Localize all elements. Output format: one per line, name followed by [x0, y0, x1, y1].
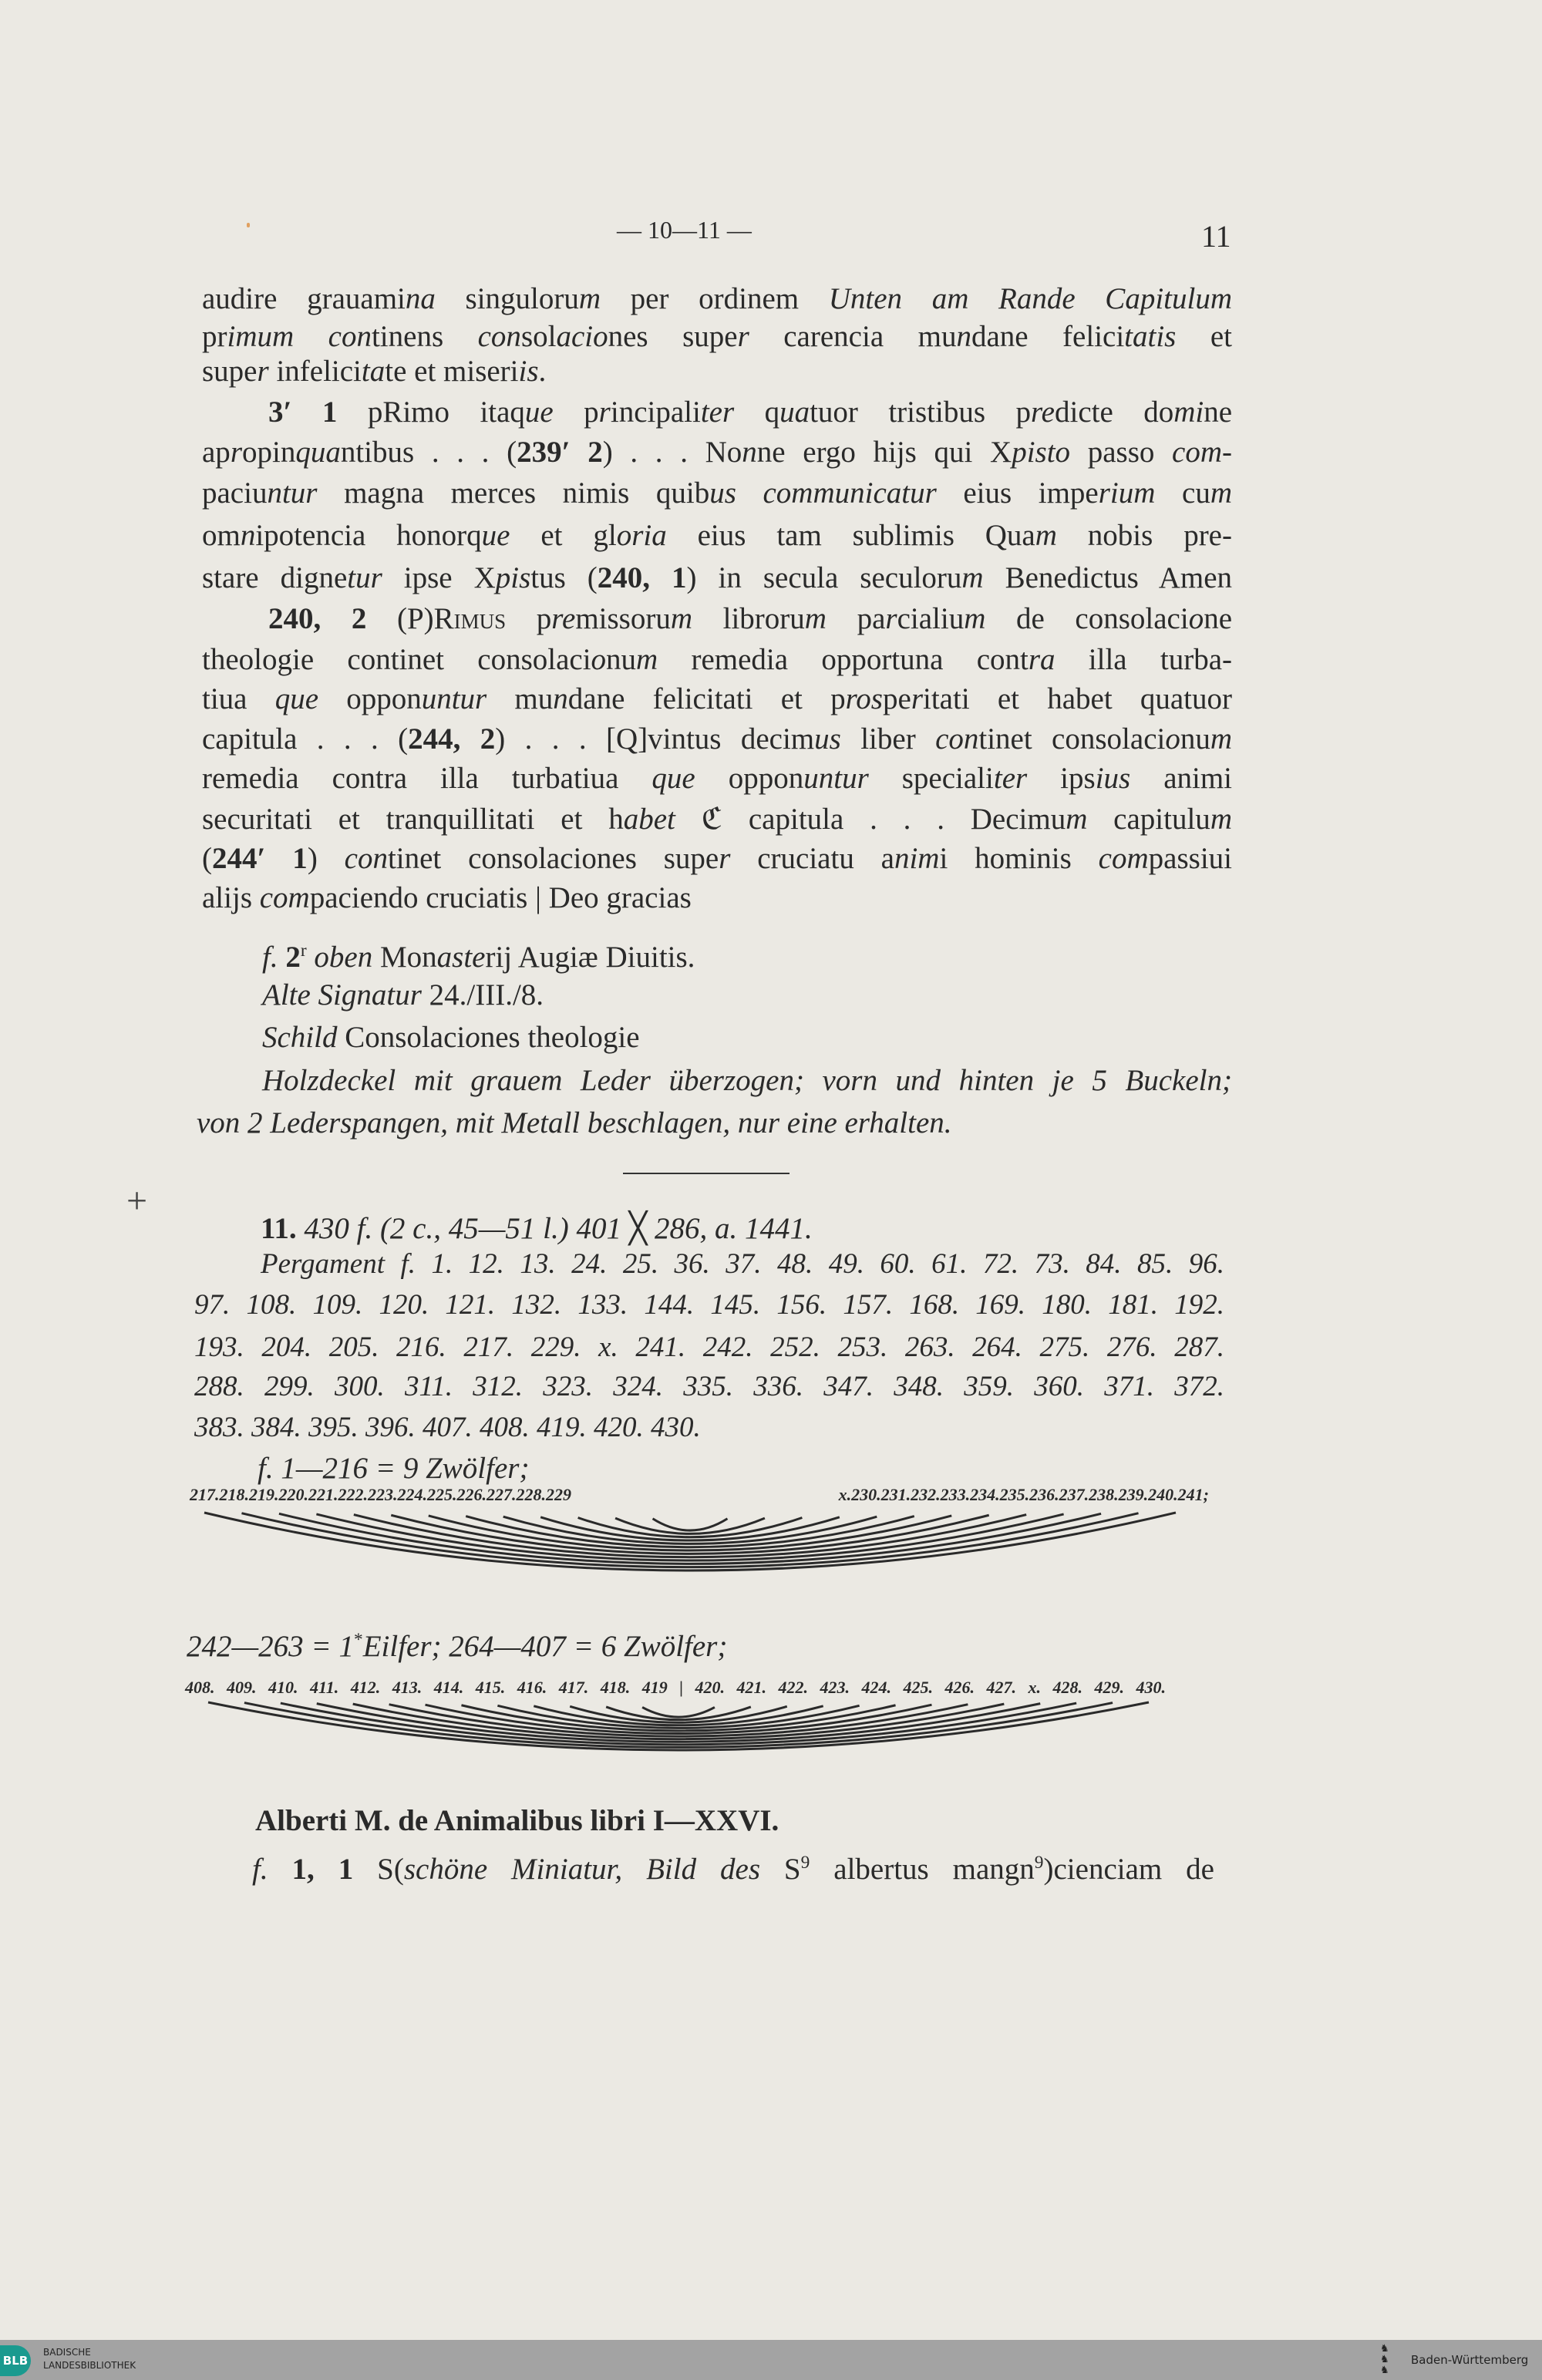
text-segment: sol	[520, 320, 557, 353]
text-segment: magna merces nimis quib	[317, 476, 710, 510]
text-segment: 239′ 2	[517, 436, 603, 469]
text-segment: cu	[1155, 476, 1210, 510]
text-line	[202, 473, 1232, 513]
text-segment: Alberti M. de Animalibus libri I—XXVI.	[255, 1804, 779, 1837]
text-segment: tinet consolaciones supe	[387, 842, 719, 875]
text-segment: n	[553, 682, 568, 715]
text-segment: con	[477, 320, 521, 353]
text-segment: oben	[306, 941, 373, 974]
text-segment: ne	[1204, 602, 1232, 635]
text-segment: r	[737, 320, 749, 353]
text-segment: r	[598, 396, 611, 429]
text-segment: m	[964, 602, 986, 635]
text-segment: dane felici	[971, 320, 1125, 353]
text-segment: per ordinem	[601, 282, 829, 315]
text-segment: eius tam sublimis Qua	[666, 519, 1035, 552]
text-segment: et	[1176, 320, 1232, 353]
text-segment: schöne Miniatur, Bild des	[403, 1853, 760, 1886]
text-segment: 430 f. (2 c., 45—51 l.) 401 ╳ 286, a. 1441.	[296, 1212, 813, 1245]
text-segment: passo	[1070, 436, 1173, 469]
text-line	[261, 1209, 1232, 1249]
text-segment: ipotencia honorq	[255, 519, 482, 552]
state-lions-icon: ♞ ♞ ♞	[1380, 2342, 1389, 2375]
text-segment: com	[1098, 842, 1149, 875]
text-segment: ius	[1095, 762, 1131, 795]
text-segment: ue	[481, 519, 510, 552]
text-segment: itati et habet quatuor	[923, 682, 1232, 715]
text-segment: que	[651, 762, 695, 795]
text-segment: cialiu	[897, 602, 965, 635]
text-line	[194, 1367, 1224, 1407]
text-segment: theologie continet consolaci	[202, 643, 591, 676]
text-segment: infelici	[268, 355, 362, 388]
text-line	[202, 558, 1232, 598]
text-segment: i hominis	[939, 842, 1099, 875]
text-segment: 240, 2	[268, 602, 367, 635]
text-segment: qua	[295, 436, 341, 469]
text-line	[262, 1061, 1232, 1101]
text-segment: nobis pre-	[1056, 519, 1232, 552]
text-segment: tuor tristibus p	[810, 396, 1031, 429]
text-segment: aste	[436, 941, 486, 974]
text-segment: te et miseri	[385, 355, 519, 388]
ink-speck	[247, 223, 250, 227]
text-segment: m	[636, 643, 658, 676]
text-segment: mu	[487, 682, 554, 715]
text-segment: nes theologie	[480, 1021, 640, 1054]
text-segment: capitulu	[1087, 803, 1210, 836]
text-segment: tinet consolaci	[978, 722, 1166, 756]
text-segment: Mon	[372, 941, 437, 974]
text-segment: liber	[840, 722, 936, 756]
library-name-line-2: LANDESBIBLIOTHEK	[43, 2360, 136, 2371]
text-segment: carencia mu	[749, 320, 957, 353]
text-segment: p	[506, 602, 552, 635]
text-segment: r	[719, 842, 731, 875]
text-segment: ter	[993, 762, 1028, 795]
text-segment: oria	[616, 519, 667, 552]
text-segment: ) . . . No	[602, 436, 742, 469]
text-segment: que	[274, 682, 318, 715]
text-line	[202, 352, 1232, 392]
text-segment: 240, 1	[597, 561, 687, 594]
text-segment: albertus mangn	[810, 1853, 1035, 1886]
text-segment: imum con	[227, 320, 372, 353]
text-segment: 24./III./8.	[421, 978, 544, 1012]
text-segment: von 2 Lederspangen, mit Metall beschlagen, nur eine erhalten.	[197, 1106, 952, 1140]
text-segment: pisto	[1012, 436, 1071, 469]
text-segment: remedia contra illa turbatiua	[202, 762, 652, 795]
text-segment: us	[814, 722, 841, 756]
text-line	[261, 1244, 1224, 1284]
text-line	[202, 759, 1232, 799]
text-segment: r	[230, 436, 242, 469]
text-segment: pe	[883, 682, 911, 715]
text-line	[202, 719, 1232, 759]
text-segment: ra	[1028, 643, 1055, 676]
text-line	[262, 938, 1232, 978]
text-segment: 217.218.219.220.221.222.223.224.225.226.227.228.229 x.230.231.232.233.234.235.236.237.238.239.240.241;	[190, 1485, 1209, 1504]
state-name[interactable]: Baden-Württemberg	[1411, 2353, 1529, 2367]
text-segment: Benedictus Amen	[983, 561, 1233, 594]
text-segment: m	[1210, 476, 1232, 510]
text-line	[202, 433, 1232, 473]
text-segment: ter	[700, 396, 735, 429]
text-line	[268, 599, 1232, 639]
text-segment: *	[354, 1630, 363, 1650]
text-segment: abet	[623, 803, 675, 836]
text-segment: ua	[779, 396, 810, 429]
text-line	[197, 1103, 1199, 1143]
page-number: 11	[1201, 219, 1231, 254]
text-segment: con	[344, 842, 388, 875]
text-segment: o	[1165, 722, 1180, 756]
text-segment: (	[202, 842, 212, 875]
text-segment: 97. 108. 109. 120. 121. 132. 133. 144. 145. 156. 157. 168. 169. 180. 181. 192.	[194, 1289, 1224, 1321]
text-segment: m	[670, 602, 693, 635]
text-segment: animi	[1130, 762, 1233, 795]
text-segment: nim	[894, 842, 940, 875]
text-line	[202, 640, 1232, 680]
text-segment: 9	[1034, 1853, 1044, 1873]
text-segment: nes supe	[608, 320, 738, 353]
text-segment: m	[1035, 519, 1057, 552]
text-segment: ros	[845, 682, 883, 715]
text-segment: o	[591, 643, 607, 676]
text-segment: stare digne	[202, 561, 348, 594]
text-segment: om	[202, 519, 241, 552]
text-segment: dicte do	[1055, 396, 1174, 429]
text-segment: libroru	[692, 602, 805, 635]
text-line	[202, 800, 1232, 840]
text-segment: Unten am Rande Capitulum	[828, 282, 1232, 315]
library-name-line-1: BADISCHE	[43, 2347, 91, 2358]
text-segment: ne	[1204, 396, 1233, 429]
text-line	[202, 878, 1232, 918]
text-line	[194, 1285, 1224, 1325]
text-segment: dane felicitati et p	[567, 682, 846, 715]
blb-logo[interactable]: BLB	[0, 2345, 31, 2376]
text-segment: n	[956, 320, 971, 353]
text-segment: )cienciam de	[1043, 1853, 1214, 1886]
text-segment: pRimo itaq	[337, 396, 525, 429]
text-segment: n	[742, 436, 757, 469]
library-name	[43, 2346, 136, 2372]
text-segment: ) . . . [Q]vintus decim	[495, 722, 815, 756]
text-segment: tatis	[1124, 320, 1177, 353]
text-segment: acio	[556, 320, 608, 353]
text-segment: 408. 409. 410. 411. 412. 413. 414. 415. 416. 417. 418. 419 | 420. 421. 422. 423. 424. 425. 426. 427. x. 428. 429. 430.	[185, 1678, 1166, 1697]
text-segment: S(	[353, 1853, 404, 1886]
text-line	[194, 1328, 1224, 1368]
text-segment: m	[1210, 803, 1232, 836]
running-title: — 10—11 —	[617, 216, 752, 244]
text-segment: Schild	[262, 1021, 338, 1054]
text-segment: tinens	[371, 320, 478, 353]
text-segment: r	[911, 682, 923, 715]
text-line	[202, 839, 1232, 879]
text-segment: nu	[1180, 722, 1210, 756]
text-segment: ne ergo hijs qui X	[756, 436, 1012, 469]
text-segment: paciu	[202, 476, 268, 510]
text-segment: remedia opportuna cont	[658, 643, 1029, 676]
text-segment: securitati et tranquillitati et h	[202, 803, 624, 836]
text-line	[202, 279, 1232, 319]
text-segment: untur	[803, 762, 869, 795]
quire-arc	[642, 1707, 715, 1717]
text-segment: singuloru	[435, 282, 579, 315]
text-segment: Eilfer; 264—407 = 6 Zwölfer;	[362, 1630, 728, 1663]
footer-bar	[0, 2340, 1542, 2380]
text-segment: us communicatur	[709, 476, 937, 510]
text-segment: 1, 1	[291, 1853, 354, 1886]
text-line	[252, 1850, 1214, 1890]
quire-diagram-1	[0, 1503, 1542, 1642]
quire-arc	[653, 1519, 728, 1530]
text-segment: n	[240, 519, 256, 552]
text-segment: ) in secula seculoru	[686, 561, 962, 594]
text-segment: cruciatu a	[730, 842, 894, 875]
text-segment: audire grauami	[202, 282, 406, 315]
text-line	[268, 392, 1232, 433]
text-segment: speciali	[868, 762, 994, 795]
text-segment: (P)	[366, 602, 434, 635]
text-segment: de consolaci	[985, 602, 1189, 635]
text-segment: nu	[606, 643, 637, 676]
text-segment: tus (	[530, 561, 598, 594]
text-line	[262, 1018, 1232, 1058]
text-segment: 193. 204. 205. 216. 217. 229. x. 241. 242. 252. 253. 263. 264. 275. 276. 287.	[194, 1331, 1224, 1363]
text-segment: re	[1030, 396, 1055, 429]
text-segment: incipali	[610, 396, 701, 429]
text-segment: ipse X	[382, 561, 496, 594]
text-segment: 242—263 = 1	[187, 1630, 354, 1663]
text-segment: opin	[242, 436, 296, 469]
text-segment: 288. 299. 300. 311. 312. 323. 324. 335. 336. 347. 348. 359. 360. 371. 372.	[194, 1371, 1224, 1402]
text-segment: alijs	[202, 881, 260, 914]
text-segment: ue	[524, 396, 554, 429]
text-segment: S	[760, 1853, 801, 1886]
text-segment: 244′ 1	[212, 842, 308, 875]
text-segment: oppon	[695, 762, 804, 795]
text-line	[202, 516, 1232, 556]
text-segment: ℭ capitula . . . Decimu	[675, 803, 1066, 836]
text-segment: Pergament f. 1. 12. 13. 24. 25. 36. 37. 48. 49. 60. 61. 72. 73. 84. 85. 96.	[261, 1248, 1224, 1280]
text-segment: pa	[826, 602, 886, 635]
text-segment: is	[518, 355, 539, 388]
text-segment: 2	[285, 941, 301, 974]
text-segment: passiui	[1148, 842, 1232, 875]
text-segment: Alte Signatur	[262, 978, 422, 1012]
text-segment: paciendo cruciatis | Deo gracias	[309, 881, 692, 914]
text-segment: f.	[252, 1853, 292, 1886]
text-segment: com-	[1172, 436, 1233, 469]
text-segment: f.	[262, 941, 286, 974]
text-segment: tur	[347, 561, 382, 594]
quire-diagram-2	[0, 1696, 1542, 1812]
text-segment: 11.	[261, 1212, 297, 1245]
text-segment: com	[259, 881, 310, 914]
text-segment: r	[257, 355, 269, 388]
text-segment: rium	[1098, 476, 1156, 510]
text-segment: capitula . . . (	[202, 722, 409, 756]
section-divider	[623, 1173, 790, 1174]
text-segment: ntur	[267, 476, 318, 510]
text-segment: 383. 384. 395. 396. 407. 408. 419. 420. 430.	[194, 1412, 701, 1443]
text-segment: Consolaci	[337, 1021, 466, 1054]
text-segment: tiua	[202, 682, 275, 715]
text-segment: m	[1210, 722, 1233, 756]
text-segment: o	[1188, 602, 1204, 635]
text-segment: ntibus . . . (	[340, 436, 517, 469]
text-line	[194, 1408, 1224, 1448]
text-segment: rij Augiæ Diuitis.	[485, 941, 695, 974]
text-segment: con	[935, 722, 979, 756]
text-segment: ips	[1027, 762, 1096, 795]
text-segment: .	[538, 355, 547, 388]
text-segment: eius impe	[936, 476, 1099, 510]
text-segment: m	[578, 282, 601, 315]
text-segment: pr	[202, 320, 227, 353]
text-segment: untur	[421, 682, 487, 715]
text-segment: 244, 2	[408, 722, 496, 756]
text-segment: re	[551, 602, 576, 635]
margin-plus-mark: +	[126, 1180, 148, 1221]
text-segment: m	[961, 561, 984, 594]
text-segment: )	[307, 842, 345, 875]
text-segment: r	[300, 941, 307, 961]
text-segment: na	[405, 282, 436, 315]
text-segment: f. 1—216 = 9 Zwölfer;	[258, 1452, 530, 1485]
text-segment: o	[465, 1021, 480, 1054]
text-segment: Holzdeckel mit grauem Leder überzogen; vorn und hinten je 5 Buckeln;	[262, 1064, 1232, 1097]
text-segment: ta	[361, 355, 386, 388]
text-segment: 3′ 1	[268, 396, 338, 429]
text-segment: missoru	[575, 602, 671, 635]
text-segment: m	[804, 602, 827, 635]
text-segment: et gl	[510, 519, 617, 552]
text-segment: illa turba-	[1055, 643, 1232, 676]
text-segment: supe	[202, 355, 258, 388]
text-segment: pis	[495, 561, 531, 594]
text-segment: oppon	[318, 682, 422, 715]
text-segment: Rimus	[433, 602, 507, 635]
text-segment: 9	[800, 1853, 810, 1873]
text-segment: q	[734, 396, 780, 429]
text-segment: m	[1066, 803, 1088, 836]
text-line	[202, 679, 1232, 719]
text-segment: mi	[1173, 396, 1204, 429]
text-segment: r	[885, 602, 897, 635]
text-line	[262, 975, 1232, 1015]
text-segment: p	[553, 396, 599, 429]
text-segment: ap	[202, 436, 231, 469]
